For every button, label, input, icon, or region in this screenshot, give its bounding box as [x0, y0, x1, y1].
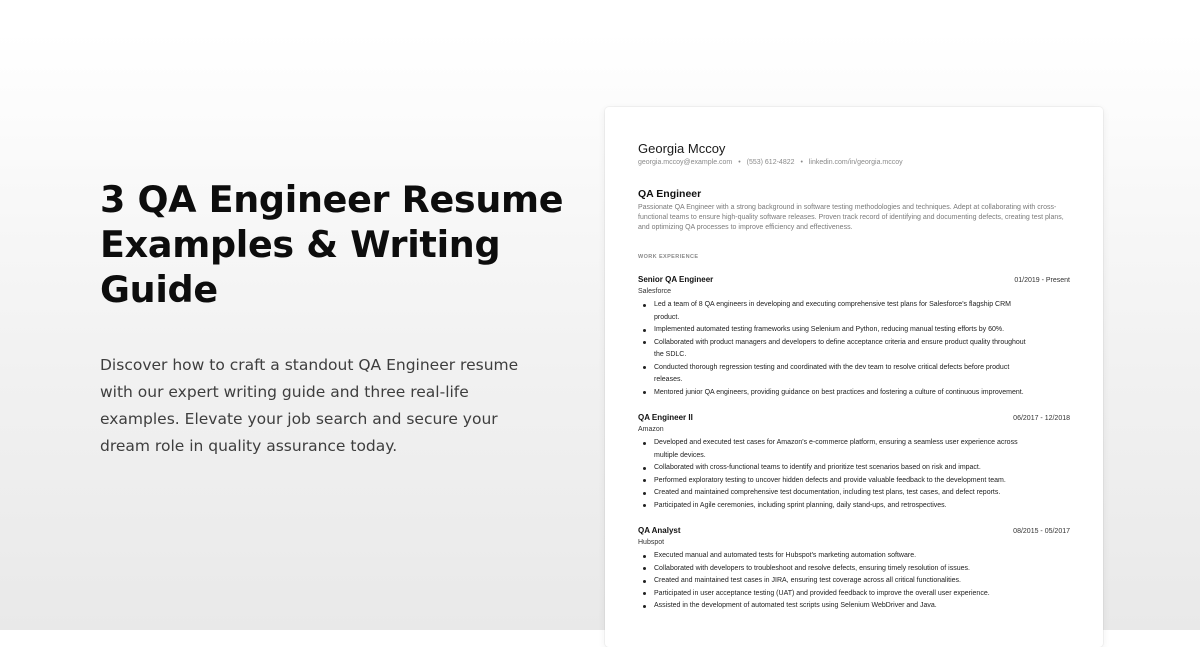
- resume-summary: Passionate QA Engineer with a strong background in software testing methodologies and techniques. Adept at collaborating with cross-functional teams to ensure high-quality software releases. Proven track record of identifying and documenting defects, creating test plans, and optimizing QA processes to improve efficiency and effectiveness.: [638, 204, 1064, 231]
- job-bullet: Participated in user acceptance testing (UAT) and provided feedback to improve the overall user experience.: [638, 588, 1070, 601]
- job-bullet: Implemented automated testing frameworks using Selenium and Python, reducing manual testing efforts by 60%.: [638, 324, 1070, 337]
- job-company: Salesforce: [638, 288, 672, 295]
- job-bullets: [638, 299, 1070, 399]
- job-bullet: Executed manual and automated tests for Hubspot's marketing automation software.: [638, 550, 1070, 563]
- job-bullet: Collaborated with developers to troubleshoot and resolve defects, ensuring timely resolution of issues.: [638, 563, 1070, 576]
- contact-separator: •: [800, 159, 803, 166]
- job-entry: [638, 275, 1070, 399]
- resume-name: Georgia Mccoy: [638, 141, 726, 156]
- job-title: Senior QA Engineer: [638, 275, 714, 284]
- job-bullets: [638, 437, 1070, 512]
- job-dates: 06/2017 - 12/2018: [1013, 415, 1070, 422]
- job-company: Amazon: [638, 426, 664, 433]
- resume-contact: [638, 158, 1070, 168]
- job-dates: 08/2015 - 05/2017: [1013, 528, 1070, 535]
- job-bullet: Participated in Agile ceremonies, including sprint planning, daily stand-ups, and retrospectives.: [638, 500, 1070, 513]
- job-bullet: Assisted in the development of automated test scripts using Selenium WebDriver and Java.: [638, 600, 1070, 613]
- job-bullet: Created and maintained comprehensive test documentation, including test plans, test cases, and defect reports.: [638, 487, 1070, 500]
- job-bullet: Conducted thorough regression testing and coordinated with the dev team to resolve critical defects before product releases.: [638, 362, 1070, 387]
- resume-title: QA Engineer: [638, 188, 702, 200]
- resume-linkedin: linkedin.com/in/georgia.mccoy: [808, 159, 903, 166]
- section-heading-work-experience: WORK EXPERIENCE: [638, 254, 699, 260]
- job-dates: 01/2019 - Present: [1014, 277, 1070, 284]
- resume-phone: (553) 612-4822: [746, 159, 795, 166]
- contact-separator: •: [738, 159, 741, 166]
- page-description: Discover how to craft a standout QA Engineer resume with our expert writing guide and three real-life examples. Elevate your job search and secure your dream role in quality assurance today.: [100, 356, 519, 455]
- job-bullet: Collaborated with product managers and developers to define acceptance criteria and ensure product quality throughout the SDLC.: [638, 337, 1070, 362]
- page-title: 3 QA Engineer Resume Examples & Writing Guide: [100, 178, 564, 311]
- job-bullet: Mentored junior QA engineers, providing guidance on best practices and fostering a culture of continuous improvement.: [638, 387, 1070, 400]
- job-bullet: Created and maintained test cases in JIRA, ensuring test coverage across all critical functionalities.: [638, 575, 1070, 588]
- job-bullet: Led a team of 8 QA engineers in developing and executing comprehensive test plans for Salesforce's flagship CRM product.: [638, 299, 1070, 324]
- resume-content: [638, 141, 1070, 613]
- resume-preview: [605, 107, 1103, 647]
- job-bullets: [638, 550, 1070, 613]
- job-bullet: Collaborated with cross-functional teams to identify and prioritize test scenarios based on risk and impact.: [638, 462, 1070, 475]
- job-bullet: Performed exploratory testing to uncover hidden defects and provide valuable feedback to the development team.: [638, 475, 1070, 488]
- job-title: QA Engineer II: [638, 413, 693, 422]
- resume-email: georgia.mccoy@example.com: [638, 159, 733, 166]
- job-company: Hubspot: [638, 539, 665, 546]
- job-title: QA Analyst: [638, 526, 681, 535]
- job-entry: [638, 526, 1070, 613]
- job-entry: [638, 413, 1070, 512]
- job-bullet: Developed and executed test cases for Amazon's e-commerce platform, ensuring a seamless user experience across multiple devices.: [638, 437, 1070, 462]
